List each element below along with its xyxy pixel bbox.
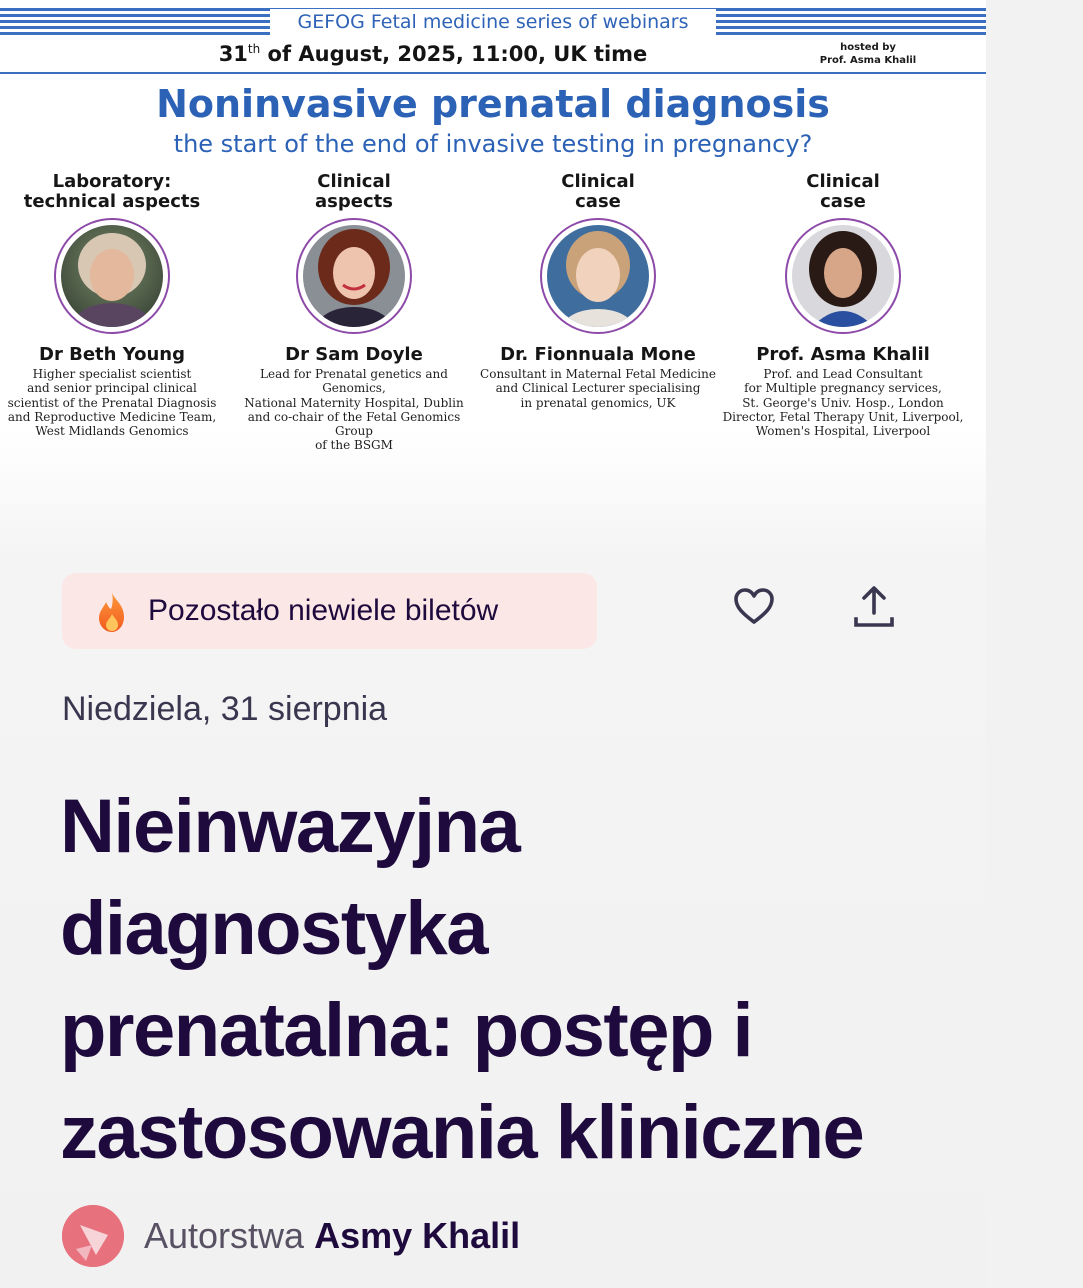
speaker-name: Dr Beth Young	[39, 344, 185, 365]
series-title: GEFOG Fetal medicine series of webinars	[270, 9, 716, 36]
fire-icon	[92, 590, 132, 634]
page-margin	[986, 0, 1083, 1288]
few-tickets-badge	[62, 573, 597, 649]
webinar-date: 31th of August, 2025, 11:00, UK time	[218, 42, 648, 66]
speaker-card	[473, 172, 723, 410]
speaker-name: Prof. Asma Khalil	[756, 344, 930, 365]
speaker-topic: Laboratory: technical aspects	[23, 171, 201, 212]
organizer-label: Autorstwa	[144, 1215, 305, 1256]
organizer-row[interactable]	[62, 1205, 520, 1267]
speaker-bio: Lead for Prenatal genetics and Genomics, National Maternity Hospital, Dublin and co-chair of the Fetal Genomics Group of the BSGM	[244, 367, 464, 453]
event-date: Niedziela, 31 sierpnia	[62, 690, 388, 728]
speaker-photo	[540, 218, 656, 334]
event-title	[60, 776, 960, 1184]
webinar-title: Noninvasive prenatal diagnosis	[156, 82, 830, 126]
speaker-card	[718, 172, 968, 438]
organizer-avatar[interactable]	[62, 1205, 124, 1267]
speaker-name: Dr Sam Doyle	[285, 344, 423, 365]
speaker-topic: Clinical case	[561, 171, 635, 212]
speaker-card	[229, 172, 479, 453]
speaker-topic: Clinical case	[806, 171, 880, 212]
event-title-line: prenatalna: postęp i	[60, 988, 753, 1073]
speaker-name: Dr. Fionnuala Mone	[500, 344, 696, 365]
speaker-bio: Higher specialist scientist and senior principal clinical scientist of the Prenatal Diagnosis and Reproductive Medicine Team, West Midlands Genomics	[7, 367, 217, 439]
speaker-photo	[296, 218, 412, 334]
event-title-line: Nieinwazyjna	[60, 784, 520, 869]
speaker-bio: Prof. and Lead Consultant for Multiple pregnancy services, St. George's Univ. Hosp., London Director, Fetal Therapy Unit, Liverpool, Women's Hospital, Liverpool	[722, 367, 964, 439]
speaker-bio: Consultant in Maternal Fetal Medicine and Clinical Lecturer specialising in prenatal genomics, UK	[480, 367, 716, 410]
few-tickets-text: Pozostało niewiele biletów	[148, 594, 499, 627]
organizer-name-link[interactable]: Asmy Khalil	[314, 1215, 521, 1256]
like-button[interactable]	[726, 580, 782, 636]
share-icon	[852, 583, 896, 633]
hosted-by: hosted by Prof. Asma Khalil	[819, 42, 917, 66]
webinar-subtitle: the start of the end of invasive testing in pregnancy?	[173, 130, 813, 158]
event-title-line: zastosowania kliniczne	[60, 1090, 864, 1175]
speaker-photo	[785, 218, 901, 334]
speaker-topic: Clinical aspects	[315, 171, 393, 212]
event-title-line: diagnostyka	[60, 886, 487, 971]
speaker-card	[0, 172, 237, 438]
speaker-photo	[54, 218, 170, 334]
heart-icon	[732, 586, 776, 630]
share-button[interactable]	[846, 580, 902, 636]
event-banner-image	[0, 0, 986, 453]
